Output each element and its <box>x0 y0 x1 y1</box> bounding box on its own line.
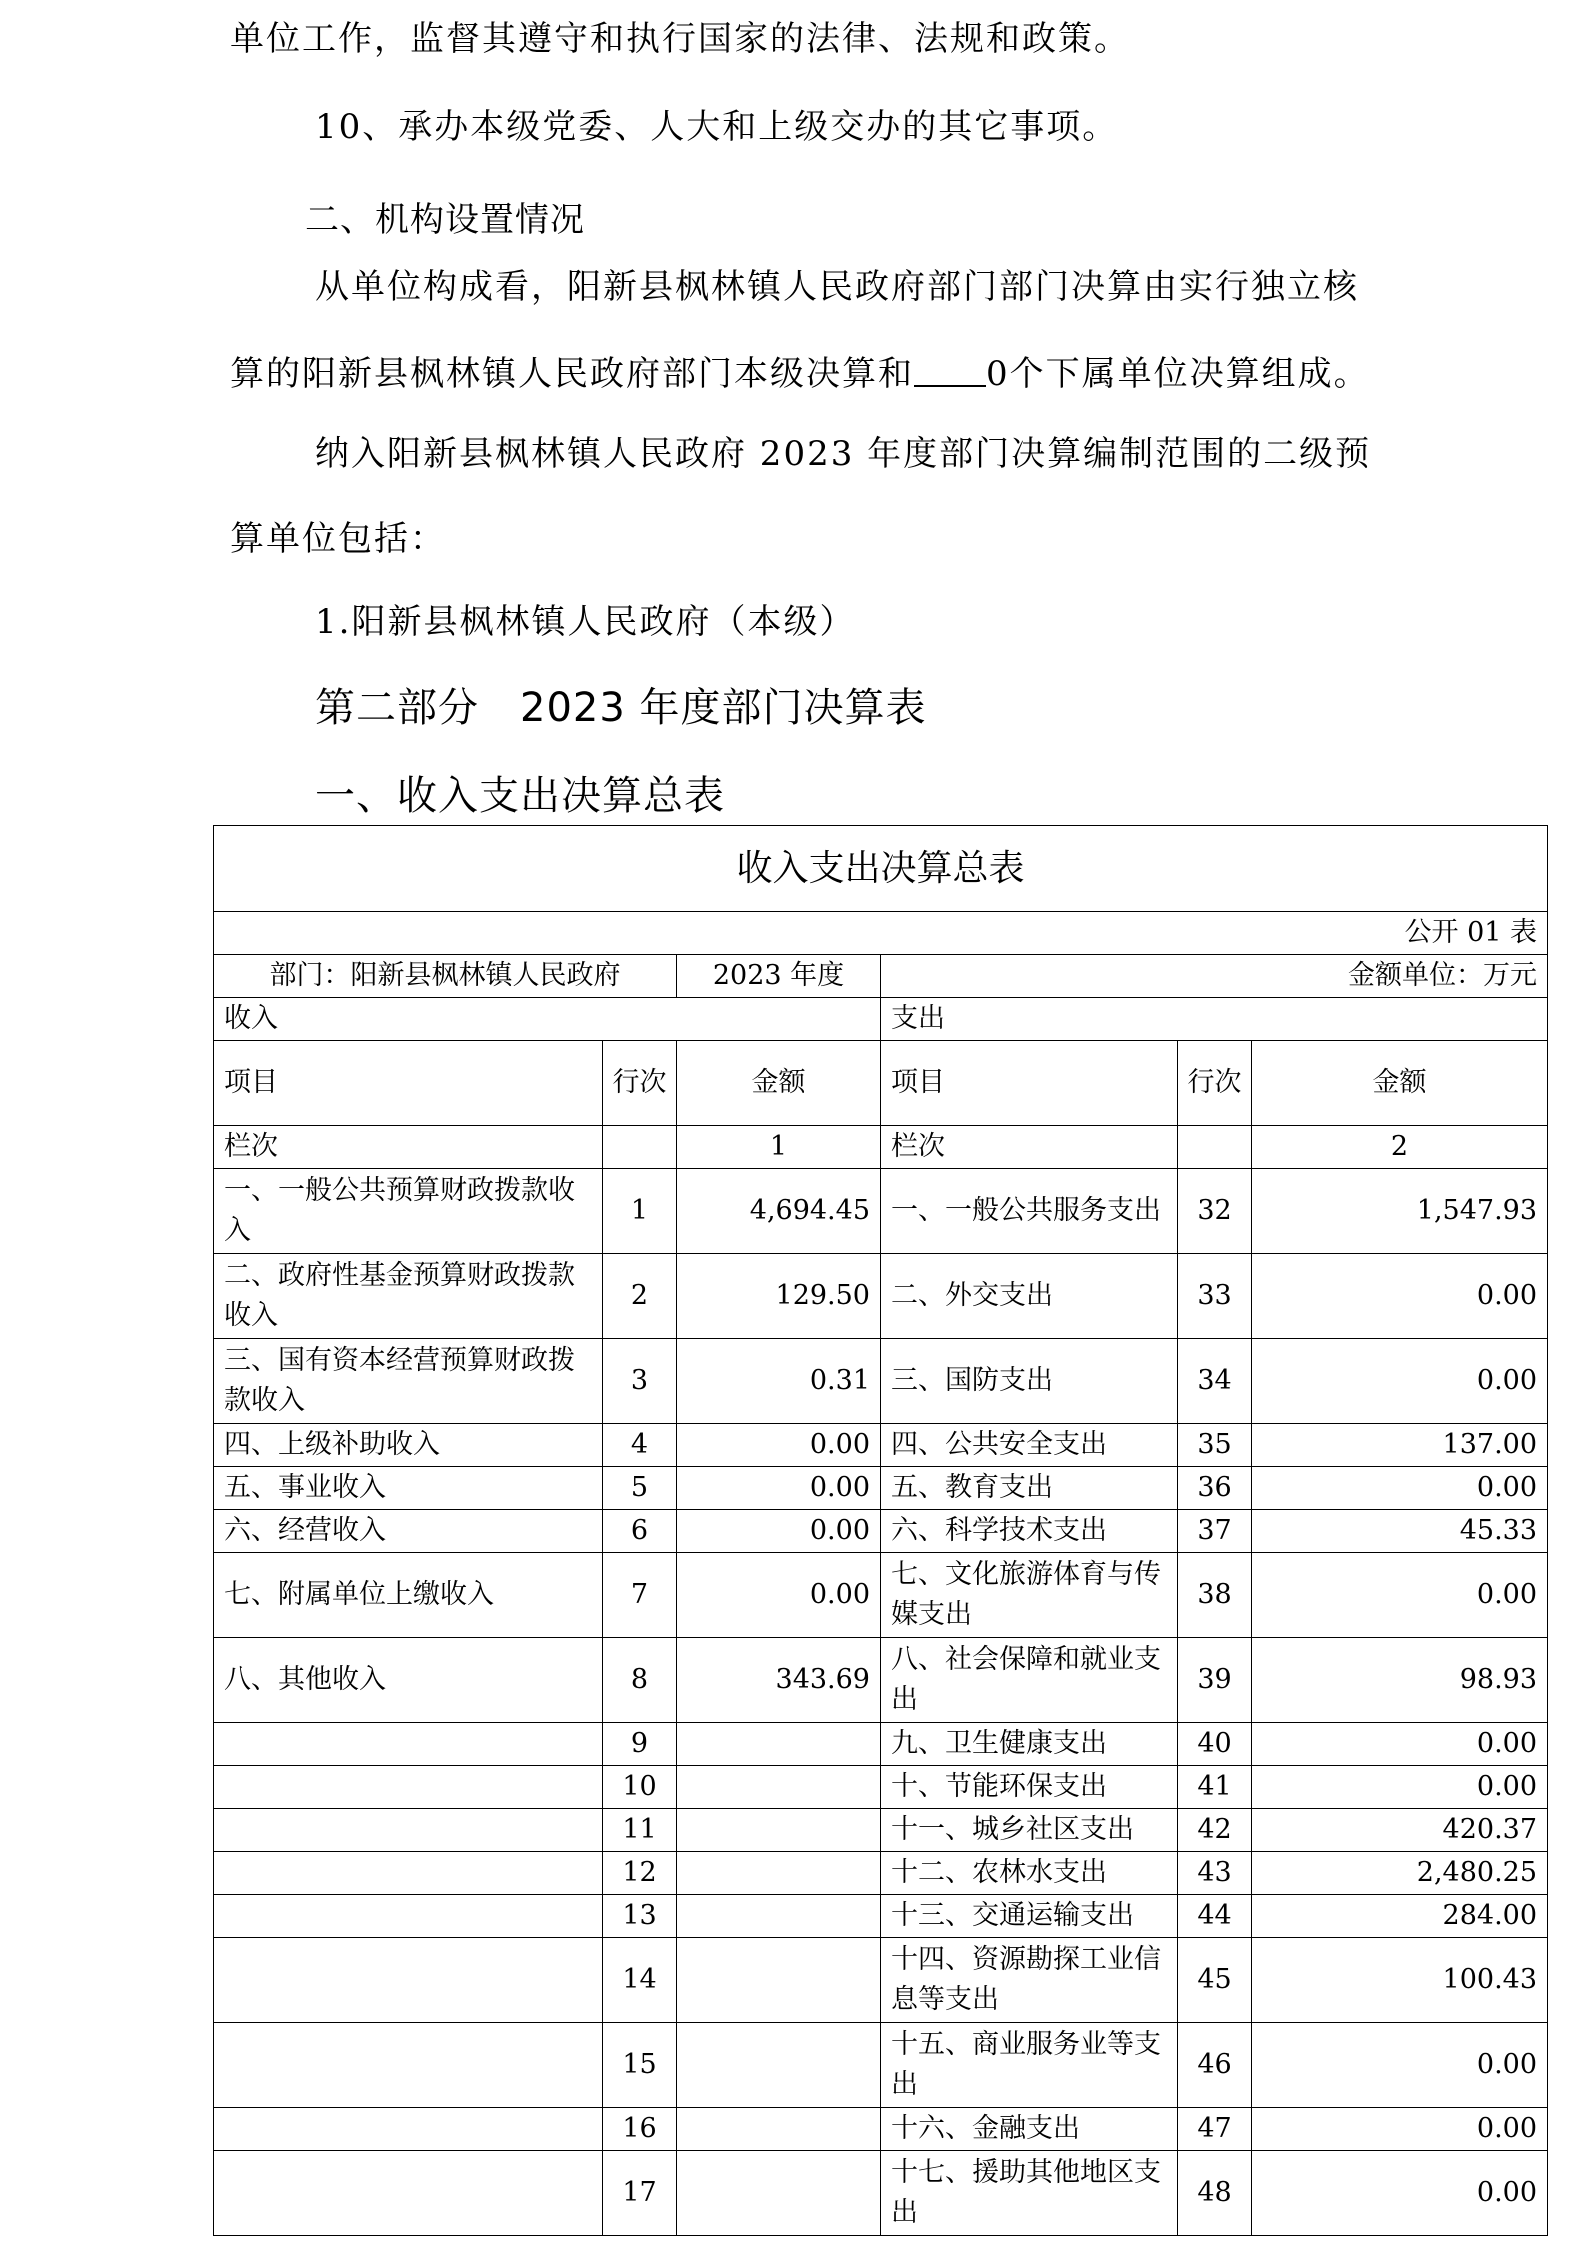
expense-item: 三、国防支出 <box>881 1339 1178 1424</box>
table-row <box>214 2108 1548 2151</box>
paragraph-structure-line1: 从单位构成看，阳新县枫林镇人民政府部门部门决算由实行独立核 <box>315 267 1359 307</box>
expense-line-number: 39 <box>1178 1638 1252 1723</box>
expense-item: 十四、资源勘探工业信息等支出 <box>881 1938 1178 2023</box>
expense-amount: 98.93 <box>1252 1638 1548 1723</box>
expense-line-number: 41 <box>1178 1766 1252 1809</box>
expense-item: 六、科学技术支出 <box>881 1510 1178 1553</box>
income-line-number: 5 <box>603 1467 677 1510</box>
income-item: 六、经营收入 <box>214 1510 603 1553</box>
income-item: 四、上级补助收入 <box>214 1424 603 1467</box>
income-line-number: 10 <box>603 1766 677 1809</box>
income-line-number: 12 <box>603 1852 677 1895</box>
column-index-empty <box>1178 1126 1252 1169</box>
expense-line-number: 42 <box>1178 1809 1252 1852</box>
expense-amount: 284.00 <box>1252 1895 1548 1938</box>
header-income-amount: 金额 <box>677 1041 881 1126</box>
header-expense-item: 项目 <box>881 1041 1178 1126</box>
paragraph-scope-line1: 纳入阳新县枫林镇人民政府 2023 年度部门决算编制范围的二级预 <box>315 434 1372 474</box>
expense-line-number: 43 <box>1178 1852 1252 1895</box>
income-line-number: 1 <box>603 1169 677 1254</box>
blank-underline <box>914 355 986 387</box>
department-label: 部门：阳新县枫林镇人民政府 <box>214 955 677 998</box>
header-expense-line: 行次 <box>1178 1041 1252 1126</box>
header-income-item: 项目 <box>214 1041 603 1126</box>
expense-amount: 45.33 <box>1252 1510 1548 1553</box>
income-amount: 0.00 <box>677 1553 881 1638</box>
table-title: 收入支出决算总表 <box>214 826 1548 912</box>
expense-line-number: 45 <box>1178 1938 1252 2023</box>
expense-amount: 0.00 <box>1252 2151 1548 2236</box>
table-row <box>214 1895 1548 1938</box>
table-row <box>214 1852 1548 1895</box>
expense-item: 一、一般公共服务支出 <box>881 1169 1178 1254</box>
expense-amount: 0.00 <box>1252 2023 1548 2108</box>
expense-line-number: 40 <box>1178 1723 1252 1766</box>
income-item <box>214 1766 603 1809</box>
unit-label: 金额单位：万元 <box>881 955 1548 998</box>
income-item <box>214 2151 603 2236</box>
expense-item: 七、文化旅游体育与传媒支出 <box>881 1553 1178 1638</box>
paragraph-unit-list: 1.阳新县枫林镇人民政府（本级） <box>315 602 856 642</box>
table-row <box>214 1638 1548 1723</box>
table-row <box>214 1723 1548 1766</box>
income-item: 五、事业收入 <box>214 1467 603 1510</box>
paragraph-item-10: 10、承办本级党委、人大和上级交办的其它事项。 <box>315 107 1119 147</box>
income-section-label: 收入 <box>214 998 881 1041</box>
expense-item: 十一、城乡社区支出 <box>881 1809 1178 1852</box>
table-row <box>214 2151 1548 2236</box>
part-heading: 第二部分 2023 年度部门决算表 <box>315 685 927 731</box>
table-row <box>214 2023 1548 2108</box>
expense-item: 十五、商业服务业等支出 <box>881 2023 1178 2108</box>
income-item <box>214 1938 603 2023</box>
table-row <box>214 1510 1548 1553</box>
expense-line-number: 48 <box>1178 2151 1252 2236</box>
income-item: 三、国有资本经营预算财政拨款收入 <box>214 1339 603 1424</box>
column-index-empty <box>603 1126 677 1169</box>
paragraph-structure-line2: 算的阳新县枫林镇人民政府部门本级决算和 0个下属单位决算组成。 <box>230 354 1370 394</box>
income-item <box>214 2108 603 2151</box>
income-item <box>214 1723 603 1766</box>
income-amount: 0.31 <box>677 1339 881 1424</box>
table-row <box>214 1938 1548 2023</box>
expense-line-number: 32 <box>1178 1169 1252 1254</box>
income-line-number: 14 <box>603 1938 677 2023</box>
income-amount <box>677 2023 881 2108</box>
table-row <box>214 1169 1548 1254</box>
income-amount <box>677 2108 881 2151</box>
income-line-number: 9 <box>603 1723 677 1766</box>
table-row <box>214 1254 1548 1339</box>
column-index-2: 2 <box>1252 1126 1548 1169</box>
income-item: 七、附属单位上缴收入 <box>214 1553 603 1638</box>
paragraph-duties-end: 单位工作，监督其遵守和执行国家的法律、法规和政策。 <box>230 19 1130 59</box>
expense-item: 十七、援助其他地区支出 <box>881 2151 1178 2236</box>
expense-item: 二、外交支出 <box>881 1254 1178 1339</box>
expense-amount: 0.00 <box>1252 1553 1548 1638</box>
income-amount: 343.69 <box>677 1638 881 1723</box>
expense-item: 十三、交通运输支出 <box>881 1895 1178 1938</box>
income-amount <box>677 1938 881 2023</box>
income-item <box>214 1895 603 1938</box>
expense-line-number: 44 <box>1178 1895 1252 1938</box>
expense-amount: 420.37 <box>1252 1809 1548 1852</box>
expense-line-number: 47 <box>1178 2108 1252 2151</box>
expense-line-number: 38 <box>1178 1553 1252 1638</box>
table-code: 公开 01 表 <box>214 912 1548 955</box>
expense-amount: 100.43 <box>1252 1938 1548 2023</box>
expense-amount: 0.00 <box>1252 2108 1548 2151</box>
income-amount: 0.00 <box>677 1510 881 1553</box>
table-row <box>214 1809 1548 1852</box>
table-row <box>214 1553 1548 1638</box>
income-line-number: 7 <box>603 1553 677 1638</box>
expense-line-number: 35 <box>1178 1424 1252 1467</box>
expense-item: 四、公共安全支出 <box>881 1424 1178 1467</box>
table-row <box>214 1467 1548 1510</box>
income-amount <box>677 1852 881 1895</box>
income-amount <box>677 2151 881 2236</box>
expense-line-number: 36 <box>1178 1467 1252 1510</box>
expense-line-number: 46 <box>1178 2023 1252 2108</box>
header-income-line: 行次 <box>603 1041 677 1126</box>
section-heading-org: 二、机构设置情况 <box>305 200 585 240</box>
expense-line-number: 37 <box>1178 1510 1252 1553</box>
expense-amount: 1,547.93 <box>1252 1169 1548 1254</box>
expense-item: 五、教育支出 <box>881 1467 1178 1510</box>
table-row <box>214 1766 1548 1809</box>
income-amount <box>677 1895 881 1938</box>
column-index-label-income: 栏次 <box>214 1126 603 1169</box>
expense-item: 十、节能环保支出 <box>881 1766 1178 1809</box>
income-item <box>214 1809 603 1852</box>
income-amount: 0.00 <box>677 1424 881 1467</box>
expense-amount: 2,480.25 <box>1252 1852 1548 1895</box>
expense-amount: 0.00 <box>1252 1766 1548 1809</box>
table-row <box>214 1424 1548 1467</box>
expense-line-number: 34 <box>1178 1339 1252 1424</box>
expense-amount: 0.00 <box>1252 1467 1548 1510</box>
expense-item: 九、卫生健康支出 <box>881 1723 1178 1766</box>
income-item <box>214 1852 603 1895</box>
income-line-number: 6 <box>603 1510 677 1553</box>
income-item: 二、政府性基金预算财政拨款收入 <box>214 1254 603 1339</box>
table-heading: 一、收入支出决算总表 <box>315 773 725 819</box>
income-item <box>214 2023 603 2108</box>
income-line-number: 2 <box>603 1254 677 1339</box>
expense-item: 十六、金融支出 <box>881 2108 1178 2151</box>
income-item: 八、其他收入 <box>214 1638 603 1723</box>
income-line-number: 3 <box>603 1339 677 1424</box>
expense-amount: 0.00 <box>1252 1254 1548 1339</box>
income-item: 一、一般公共预算财政拨款收入 <box>214 1169 603 1254</box>
income-line-number: 15 <box>603 2023 677 2108</box>
expense-item: 八、社会保障和就业支出 <box>881 1638 1178 1723</box>
table-row <box>214 1339 1548 1424</box>
income-line-number: 17 <box>603 2151 677 2236</box>
expense-amount: 0.00 <box>1252 1339 1548 1424</box>
income-amount <box>677 1809 881 1852</box>
year-label: 2023 年度 <box>677 955 881 998</box>
income-amount: 0.00 <box>677 1467 881 1510</box>
income-amount: 4,694.45 <box>677 1169 881 1254</box>
column-index-label-expense: 栏次 <box>881 1126 1178 1169</box>
income-line-number: 8 <box>603 1638 677 1723</box>
income-amount <box>677 1766 881 1809</box>
income-line-number: 16 <box>603 2108 677 2151</box>
expense-amount: 0.00 <box>1252 1723 1548 1766</box>
income-line-number: 13 <box>603 1895 677 1938</box>
expense-section-label: 支出 <box>881 998 1548 1041</box>
column-index-1: 1 <box>677 1126 881 1169</box>
income-line-number: 4 <box>603 1424 677 1467</box>
header-expense-amount: 金额 <box>1252 1041 1548 1126</box>
expense-line-number: 33 <box>1178 1254 1252 1339</box>
income-amount <box>677 1723 881 1766</box>
income-amount: 129.50 <box>677 1254 881 1339</box>
income-line-number: 11 <box>603 1809 677 1852</box>
paragraph-scope-line2: 算单位包括： <box>230 519 446 559</box>
expense-item: 十二、农林水支出 <box>881 1852 1178 1895</box>
expense-amount: 137.00 <box>1252 1424 1548 1467</box>
income-expense-table <box>213 825 1548 2236</box>
